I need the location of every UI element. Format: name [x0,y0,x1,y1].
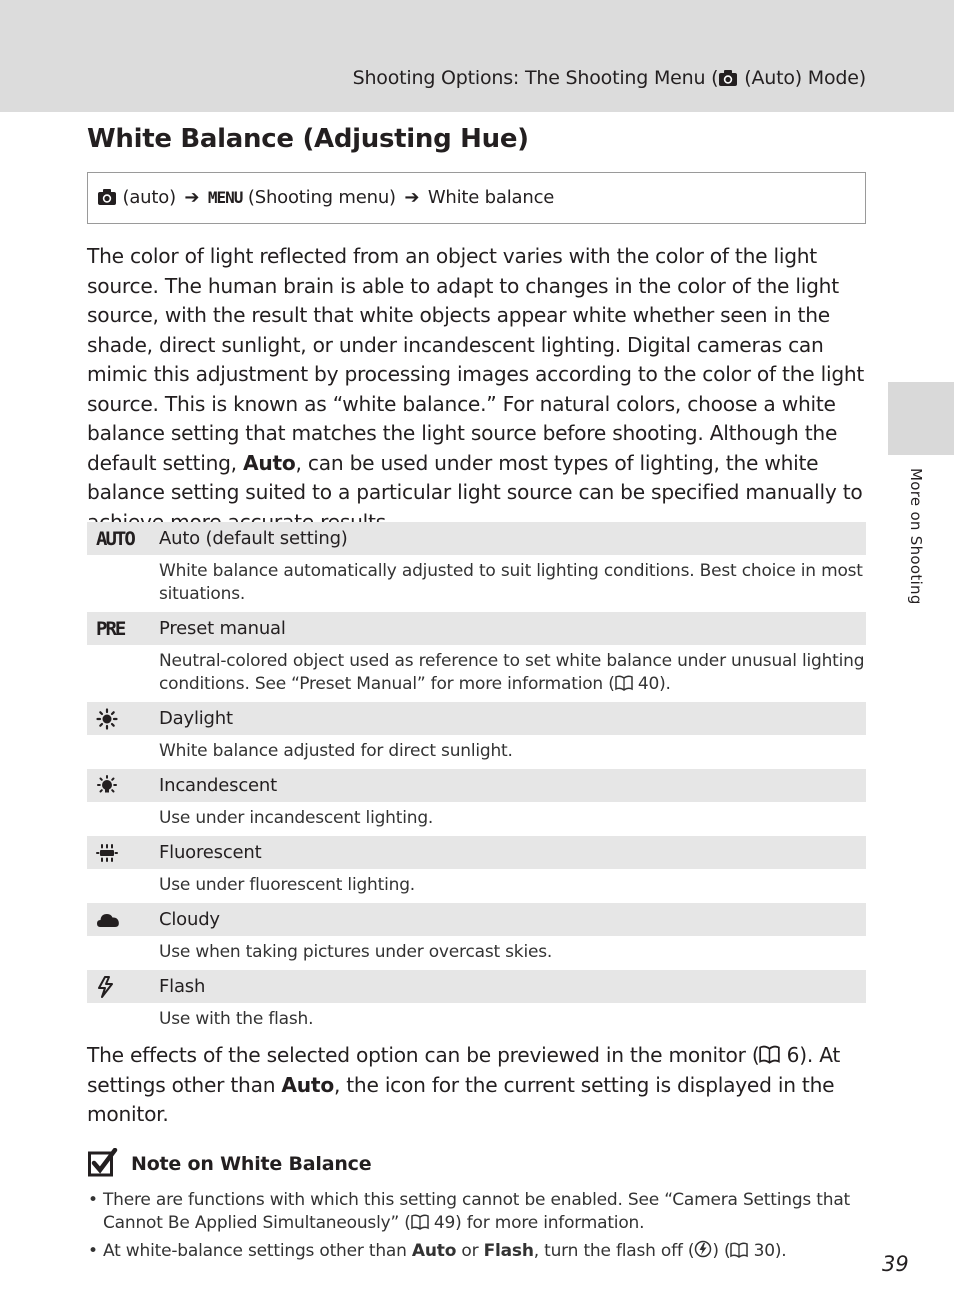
camera-icon [97,188,117,206]
option-desc: Use when taking pictures under overcast skies. [159,942,553,962]
section-tab [888,382,954,455]
page-reference-icon [615,675,633,691]
note-list [87,1189,867,1268]
section-tab-label: More on Shooting [907,468,925,605]
page-number: 39 [882,1252,909,1276]
option-row-incandescent [87,769,866,802]
header-band [0,0,954,112]
option-desc: Neutral-colored object used as reference to set white balance under unusual lighting conditions. See “Preset Manual” for more information ( 40). [159,651,865,694]
outro-bold-auto: Auto [281,1072,334,1097]
menu-path [97,187,554,208]
page-reference-icon [730,1242,748,1258]
flash-icon [96,976,116,998]
nav-setting: White balance [427,187,555,208]
option-row-daylight [87,702,866,735]
nav-auto: (auto) [122,187,176,208]
option-label: Fluorescent [159,842,262,863]
auto-icon: AUTO [96,527,134,550]
white-balance-options-table [87,522,866,1037]
arrow-right-icon: ➔ [184,187,200,208]
page-reference-icon [411,1214,429,1230]
preset-icon: PRE [96,617,125,640]
incandescent-icon [96,775,118,797]
option-row-fluorescent [87,836,866,869]
option-label: Flash [159,976,206,997]
nav-menu-label: (Shooting menu) [247,187,396,208]
option-desc: Use under fluorescent lighting. [159,875,415,895]
intro-bold-auto: Auto [243,450,296,475]
cloudy-icon [96,909,120,931]
option-row-auto [87,522,866,555]
header-prefix: Shooting Options: The Shooting Menu ( [352,67,719,89]
intro-paragraph [87,242,867,537]
option-row-preset [87,612,866,645]
menu-path-box [87,172,866,224]
page-reference-icon [759,1045,780,1064]
option-desc: Use under incandescent lighting. [159,808,434,828]
option-desc: White balance automatically adjusted to suit lighting conditions. Best choice in most situations. [159,561,863,604]
camera-icon [718,69,738,87]
option-desc: White balance adjusted for direct sunlight. [159,741,513,761]
option-row-cloudy [87,903,866,936]
option-label: Daylight [159,708,233,729]
option-row-flash [87,970,866,1003]
option-label: Preset manual [159,618,286,639]
header-suffix: (Auto) Mode) [738,67,866,89]
option-label: Cloudy [159,909,220,930]
checkmark-note-icon [88,1148,118,1178]
list-item: • At white-balance settings other than Auto or Flash, turn the flash off ( ) ( 30). [88,1241,787,1261]
intro-text: The color of light reflected from an object varies with the color of the light source. The human brain is able to adapt to changes in the color of the light source, with the result that white objects appear white whether seen in the shade, direct sunlight, or under incandescent lighting. Digital cameras can mimic this adjustment by processing images according to the color of the light source. This is known as “white balance.” For natural colors, choose a white balance setting that matches the light source before shooting. Although the default setting, [87,244,865,475]
option-label: Incandescent [159,775,277,796]
outro-paragraph: The effects of the selected option can be previewed in the monitor ( 6). At settings other than Auto, the icon for the current setting is displayed in the monitor. [87,1043,841,1126]
menu-button-icon: MENU [207,188,243,207]
option-label: Auto (default setting) [159,528,348,549]
running-header [353,67,866,89]
intro-text-end: , can be used under most types of lighting, the white balance setting suited to a particular light source can be specified manually to [87,450,863,504]
note-title: Note on White Balance [131,1153,372,1175]
daylight-icon [96,708,118,730]
page-title: White Balance (Adjusting Hue) [87,124,529,154]
fluorescent-icon [96,842,118,864]
flash-off-icon [694,1240,712,1258]
list-item: • There are functions with which this setting cannot be enabled. See “Camera Settings that Cannot Be Applied Simultaneously” ( 49) for more information. [88,1190,851,1233]
option-desc: Use with the flash. [159,1009,314,1029]
arrow-right-icon: ➔ [404,187,420,208]
